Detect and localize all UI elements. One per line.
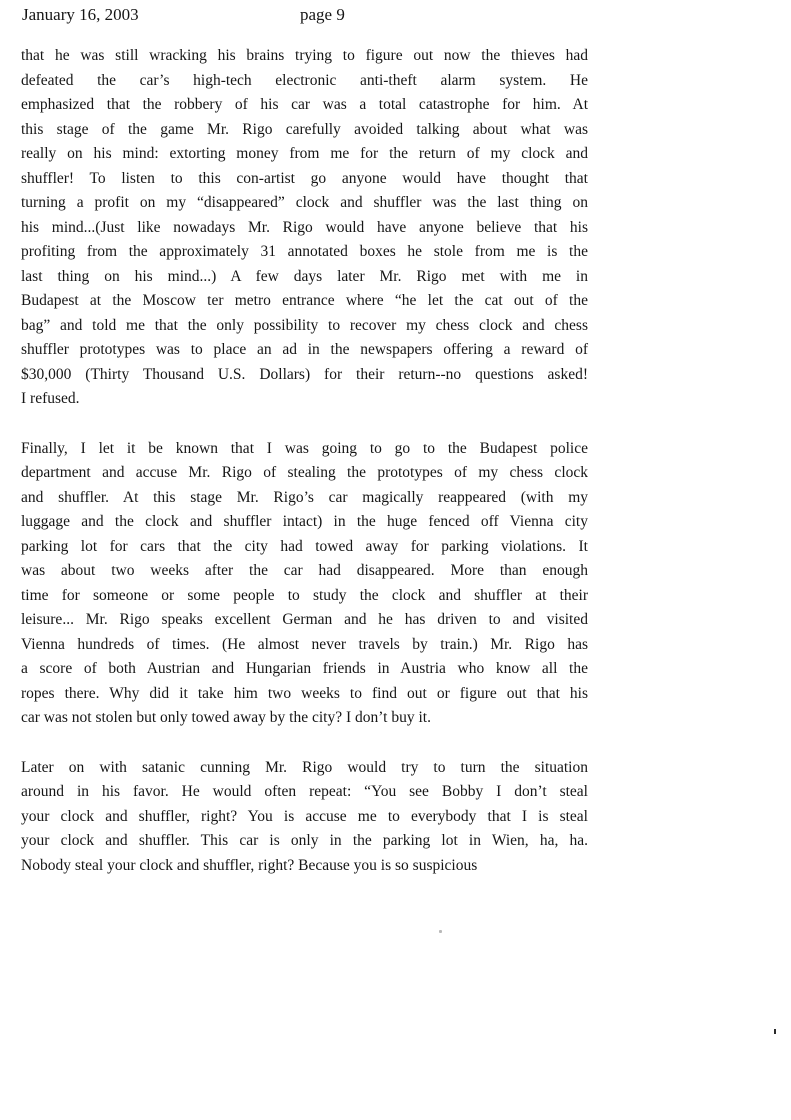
text-line: Vienna hundreds of times. (He almost never travels by train.) Mr. Rigo has [21, 635, 588, 653]
text-line: leisure... Mr. Rigo speaks excellent German and he has driven to and visited [21, 611, 588, 628]
body-text [21, 44, 588, 878]
page-number: page 9 [300, 5, 345, 24]
text-line: Later on with satanic cunning Mr. Rigo would try to turn the situation [21, 758, 588, 776]
paragraph-2 [21, 437, 588, 731]
paragraph-1 [21, 44, 588, 412]
header-date: January 16, 2003 [22, 5, 139, 24]
paragraph-3 [21, 756, 588, 879]
text-line: time for someone or some people to study the clock and shuffler at their [21, 586, 588, 604]
text-line: profiting from the approximately 31 annotated boxes he stole from me is the [21, 243, 588, 260]
text-line: Budapest at the Moscow ter metro entrance where “he let the cat out of the [21, 292, 588, 309]
text-line: $30,000 (Thirty Thousand U.S. Dollars) for their return--no questions asked! [21, 365, 588, 383]
text-line: really on his mind: extorting money from me for the return of my clock and [21, 145, 588, 162]
text-line: was about two weeks after the car had disappeared. More than enough [21, 562, 588, 579]
text-line: defeated the car’s high-tech electronic anti-theft alarm system. He [21, 71, 588, 89]
text-line: this stage of the game Mr. Rigo carefully avoided talking about what was [21, 120, 588, 138]
text-line: Finally, I let it be known that I was going to go to the Budapest police [21, 439, 588, 457]
text-line: Nobody steal your clock and shuffler, right? Because you is so suspicious [21, 856, 478, 874]
text-line: shuffler prototypes was to place an ad in the newspapers offering a reward of [21, 341, 588, 358]
text-line: I refused. [21, 390, 80, 407]
text-line: a score of both Austrian and Hungarian friends in Austria who know all the [21, 660, 588, 677]
text-line: that he was still wracking his brains trying to figure out now the thieves had [21, 47, 588, 64]
scan-speck-icon [774, 1029, 776, 1034]
text-line: department and accuse Mr. Rigo of stealing the prototypes of my chess clock [21, 464, 588, 481]
text-line: turning a profit on my “disappeared” clock and shuffler was the last thing on [21, 194, 588, 211]
text-line: his mind...(Just like nowadays Mr. Rigo would have anyone believe that his [21, 218, 588, 236]
text-line: bag” and told me that the only possibility to recover my chess clock and chess [21, 316, 588, 334]
text-line: your clock and shuffler, right? You is accuse me to everybody that I is steal [21, 807, 588, 825]
text-line: and shuffler. At this stage Mr. Rigo’s car magically reappeared (with my [21, 488, 588, 506]
text-line: emphasized that the robbery of his car was a total catastrophe for him. At [21, 96, 588, 113]
text-line: shuffler! To listen to this con-artist go anyone would have thought that [21, 169, 588, 187]
text-line: last thing on his mind...) A few days later Mr. Rigo met with me in [21, 267, 588, 285]
page-header [22, 3, 582, 29]
scan-speck-icon [439, 930, 442, 933]
text-line: car was not stolen but only towed away by the city? I don’t buy it. [21, 709, 431, 726]
text-line: parking lot for cars that the city had towed away for parking violations. It [21, 537, 588, 555]
text-line: ropes there. Why did it take him two weeks to find out or figure out that his [21, 684, 588, 702]
text-line: your clock and shuffler. This car is only in the parking lot in Wien, ha, ha. [21, 832, 588, 849]
text-line: around in his favor. He would often repeat: “You see Bobby I don’t steal [21, 783, 588, 800]
text-line: luggage and the clock and shuffler intact) in the huge fenced off Vienna city [21, 513, 588, 530]
